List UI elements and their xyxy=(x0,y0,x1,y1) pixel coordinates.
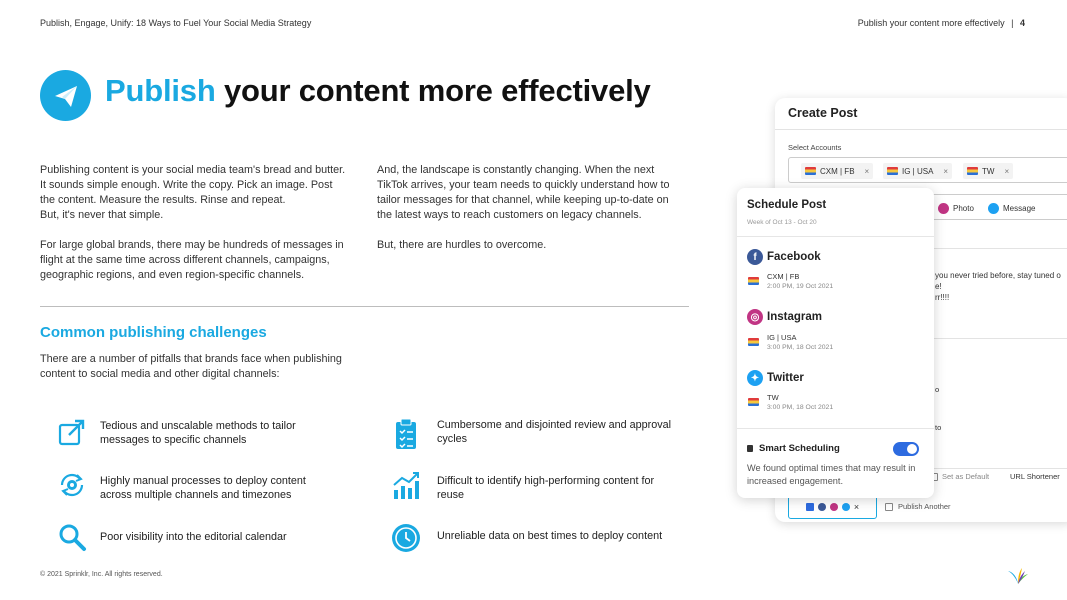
sync-gear-icon xyxy=(57,470,87,500)
post-type-selector[interactable] xyxy=(925,194,1067,220)
network-instagram xyxy=(747,309,822,325)
schedule-post-card xyxy=(737,188,934,498)
remove-icon[interactable]: × xyxy=(1004,166,1010,176)
remove-icon[interactable]: × xyxy=(943,166,949,176)
post-time: 3:00 PM, 18 Oct 2021 xyxy=(767,404,834,411)
challenges-heading: Common publishing challenges xyxy=(40,324,267,341)
magnifier-icon xyxy=(57,522,87,552)
checkbox[interactable] xyxy=(885,503,893,511)
bar-chart-trend-icon xyxy=(391,470,421,500)
instagram-icon xyxy=(830,503,838,511)
panel-divider xyxy=(775,129,1067,130)
url-shortener-link[interactable]: URL Shortener xyxy=(1010,472,1060,481)
doc-header-section xyxy=(858,18,1025,28)
type-message[interactable] xyxy=(988,203,1035,214)
flag-icon xyxy=(967,167,978,175)
type-label: Photo xyxy=(953,204,974,213)
clock-icon xyxy=(391,523,421,553)
copyright: © 2021 Sprinklr, Inc. All rights reserved. xyxy=(40,571,163,578)
flag-icon xyxy=(748,398,759,406)
network-name: Instagram xyxy=(767,311,822,323)
flag-icon xyxy=(748,277,759,285)
challenges-intro: There are a number of pitfalls that brands face when publishing content to social media and other digital channels: xyxy=(40,353,342,380)
challenge-item: Difficult to identify high-performing content for reuse xyxy=(437,475,655,501)
calendar-icon xyxy=(747,445,753,452)
section-divider xyxy=(40,306,689,307)
message-line: rr!!!! xyxy=(935,293,950,302)
select-accounts-label: Select Accounts xyxy=(788,143,842,152)
type-label: Message xyxy=(1003,204,1036,213)
post-account: IG | USA xyxy=(767,333,797,342)
panel-divider xyxy=(925,338,1067,339)
smart-scheduling-label xyxy=(747,443,840,454)
challenge-item: Cumbersome and disjointed review and approval cycles xyxy=(437,419,672,445)
title-rest: your content more effectively xyxy=(215,73,651,108)
paragraph-text: Publishing content is your social media team's bread and butter. It sounds simple enough. Write the copy. Pick an image. Post the content. Measure the results. Rinse and repeat. xyxy=(40,164,346,206)
network-name: Twitter xyxy=(767,372,804,384)
account-chip-label: CXM | FB xyxy=(820,166,855,176)
message-line: you never tried before, stay tuned o xyxy=(935,271,1061,280)
create-post-title: Create Post xyxy=(788,106,858,120)
header-separator: | xyxy=(1011,18,1014,28)
panel-divider xyxy=(925,248,1067,249)
expand-arrow-icon xyxy=(57,417,87,447)
scheduled-post[interactable] xyxy=(748,333,833,351)
card-divider xyxy=(737,236,934,237)
schedule-week: Week of Oct 13 - Oct 20 xyxy=(747,219,817,226)
flag-icon xyxy=(805,167,816,175)
network-facebook xyxy=(747,249,821,265)
twitter-icon xyxy=(842,503,850,511)
accounts-field[interactable] xyxy=(788,157,1067,183)
challenge-item: Highly manual processes to deploy content across multiple channels and timezones xyxy=(100,475,306,501)
smart-scheduling-desc: We found optimal times that may result in increased engagement. xyxy=(747,463,916,486)
account-chip[interactable] xyxy=(963,163,1013,179)
account-chip[interactable] xyxy=(883,163,952,179)
type-photo[interactable] xyxy=(938,203,974,214)
account-chip-label: TW xyxy=(982,166,995,176)
scheduled-post[interactable] xyxy=(748,393,833,411)
flag-icon xyxy=(887,167,898,175)
smart-scheduling-text: Smart Scheduling xyxy=(759,443,840,454)
network-twitter xyxy=(747,370,804,386)
post-time: 3:00 PM, 18 Oct 2021 xyxy=(767,344,834,351)
twitter-icon: ✦ xyxy=(747,370,763,386)
facebook-icon: f xyxy=(747,249,763,265)
set-default-label: Set as Default xyxy=(942,472,990,481)
calendar-icon xyxy=(806,503,814,511)
publish-another-label: Publish Another xyxy=(898,502,951,511)
paper-plane-icon xyxy=(40,70,91,121)
instagram-icon: ◎ xyxy=(747,309,763,325)
smart-scheduling-toggle[interactable] xyxy=(893,442,919,456)
challenge-item: Unreliable data on best times to deploy content xyxy=(437,530,663,542)
twitter-icon xyxy=(988,203,999,214)
instagram-icon xyxy=(938,203,949,214)
title-highlight: Publish xyxy=(105,73,216,108)
facebook-icon xyxy=(818,503,826,511)
post-time: 2:00 PM, 19 Oct 2021 xyxy=(767,283,834,290)
schedule-title: Schedule Post xyxy=(747,199,827,211)
post-account: TW xyxy=(767,393,779,402)
remove-icon[interactable]: × xyxy=(864,166,870,176)
intro-paragraph-3: And, the landscape is constantly changing. When the next TikTok arrives, your team needs to quickly understand how to tailor messages for that channel, while keeping up-to-date on the latest ways to reach customers on legacy channels. xyxy=(377,164,670,221)
intro-paragraph-1 xyxy=(40,163,350,223)
network-name: Facebook xyxy=(767,251,821,263)
challenge-item: Poor visibility into the editorial calendar xyxy=(100,531,287,543)
page-number: 4 xyxy=(1019,18,1025,28)
message-line: e! xyxy=(935,282,942,291)
paragraph-text: But, it's never that simple. xyxy=(40,209,164,221)
intro-paragraph-4: But, there are hurdles to overcome. xyxy=(377,239,547,251)
page-title xyxy=(105,73,651,109)
account-chip-label: IG | USA xyxy=(902,166,934,176)
set-default-option[interactable] xyxy=(930,472,989,481)
hidden-text-fragment: o xyxy=(935,385,940,394)
intro-paragraph-2: For large global brands, there may be hundreds of messages in flight at the same time across different channels, campaigns, geographic regions, and even region-specific channels. xyxy=(40,239,344,281)
message-preview xyxy=(935,270,1061,303)
section-title: Publish your content more effectively xyxy=(857,18,1005,28)
doc-header-title: Publish, Engage, Unify: 18 Ways to Fuel Your Social Media Strategy xyxy=(40,18,312,28)
card-divider xyxy=(737,428,934,429)
scheduled-post[interactable] xyxy=(748,272,833,290)
post-account: CXM | FB xyxy=(767,272,800,281)
clipboard-checklist-icon xyxy=(391,418,421,448)
challenge-item: Tedious and unscalable methods to tailor messages to specific channels xyxy=(100,420,296,446)
close-icon[interactable]: × xyxy=(853,501,860,512)
hidden-text-fragment: to xyxy=(935,423,942,432)
publish-another-option[interactable] xyxy=(885,502,951,511)
account-chip[interactable] xyxy=(801,163,873,179)
sprinklr-logo xyxy=(1007,567,1029,590)
flag-icon xyxy=(748,338,759,346)
